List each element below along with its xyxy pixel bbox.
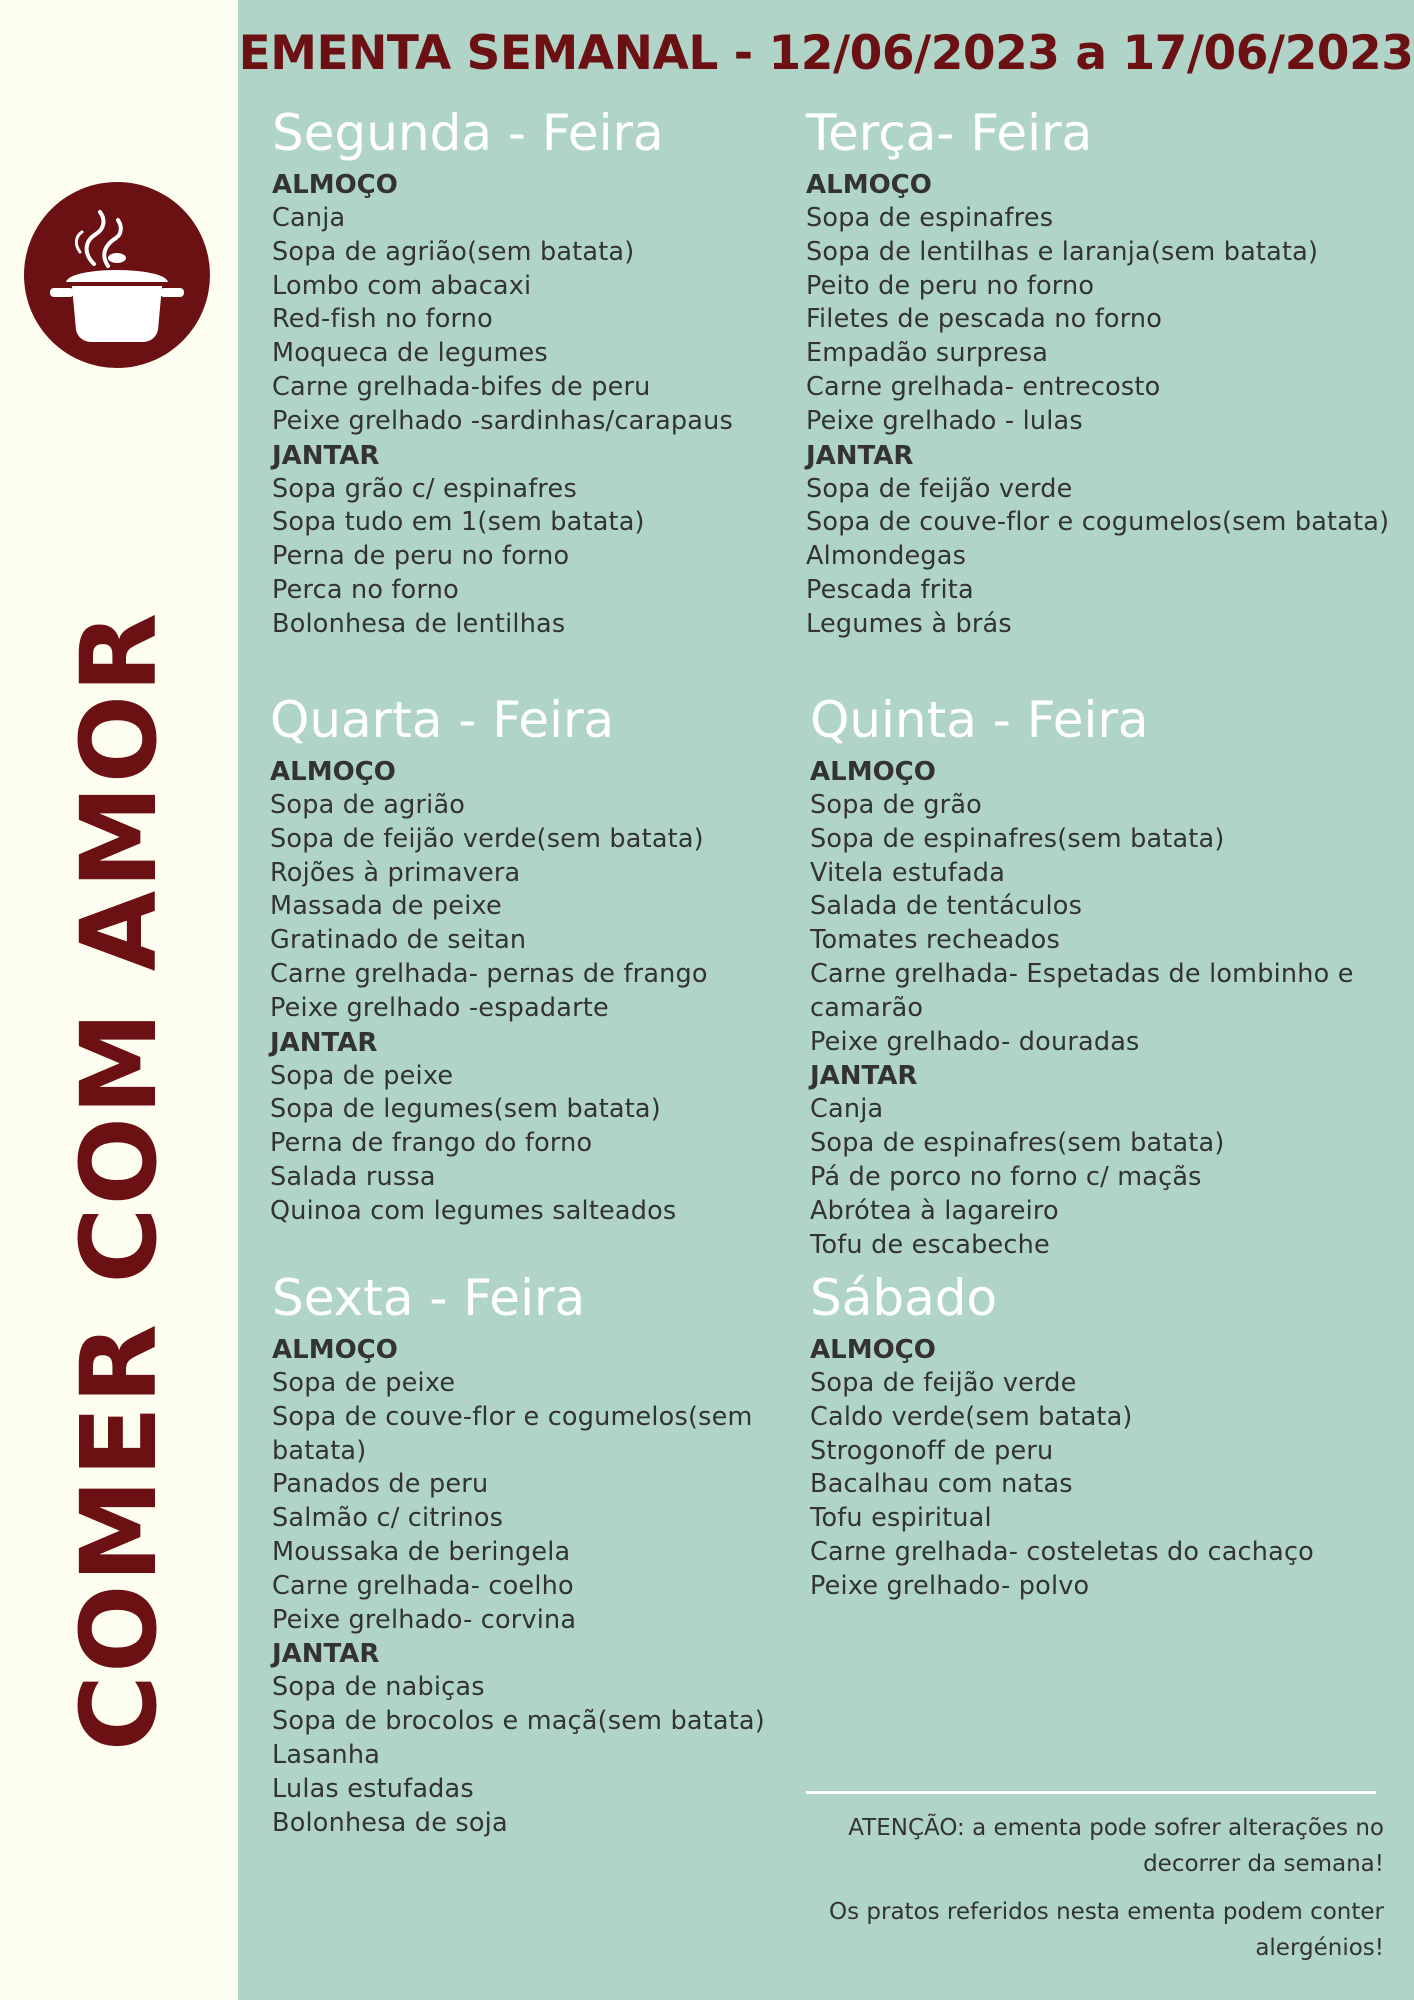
meal-title-jantar: JANTAR bbox=[272, 440, 380, 471]
dish-item: Panados de peru bbox=[272, 1469, 489, 1500]
dish-item: Filetes de pescada no forno bbox=[806, 304, 1163, 335]
dish-item: Sopa de agrião bbox=[270, 790, 466, 820]
dish-item: Red-fish no forno bbox=[272, 304, 493, 335]
dish-item: Sopa tudo em 1(sem batata) bbox=[272, 507, 645, 538]
dish-item: Sopa de couve-flor e cogumelos(sem batata) bbox=[272, 1401, 753, 1466]
dish-item: Bacalhau com natas bbox=[810, 1469, 1073, 1500]
menu-panel bbox=[238, 0, 1414, 2000]
dish-item: Strogonoff de peru bbox=[810, 1435, 1054, 1466]
day-sabado bbox=[810, 1269, 1410, 1604]
dish-item: Tofu de escabeche bbox=[810, 1229, 1050, 1260]
dish-item: Abrótea à lagareiro bbox=[810, 1195, 1059, 1226]
day-heading: Sábado bbox=[810, 1269, 998, 1327]
dish-item: Sopa de legumes(sem batata) bbox=[270, 1094, 661, 1125]
meal-title-almoco: ALMOÇO bbox=[272, 170, 398, 200]
dish-item: Almondegas bbox=[806, 541, 967, 572]
meal-title-almoco: ALMOÇO bbox=[810, 757, 936, 787]
meal-title-jantar: JANTAR bbox=[272, 1639, 380, 1670]
dish-item: Rojões à primavera bbox=[270, 857, 521, 888]
page-title: EMENTA SEMANAL - 12/06/2023 a 17/06/2023 bbox=[238, 26, 1414, 81]
day-heading: Quarta - Feira bbox=[270, 691, 615, 749]
day-heading: Segunda - Feira bbox=[272, 104, 664, 162]
note-allergens: Os pratos referidos nesta ementa podem conter alergénios! bbox=[829, 1899, 1384, 1961]
dish-item: Salmão c/ citrinos bbox=[272, 1503, 504, 1534]
dish-item: Canja bbox=[272, 203, 346, 233]
dish-item: Sopa de couve-flor e cogumelos(sem batata) bbox=[806, 507, 1390, 538]
dish-item: Sopa de espinafres(sem batata) bbox=[810, 823, 1225, 854]
dish-item: Carne grelhada- costeletas do cachaço bbox=[810, 1536, 1314, 1567]
dish-item: Sopa de grão bbox=[810, 790, 982, 820]
dish-item: Perca no forno bbox=[272, 574, 459, 605]
dish-item: Peixe grelhado- corvina bbox=[272, 1604, 577, 1635]
day-segunda bbox=[272, 104, 832, 642]
dish-item: Perna de peru no forno bbox=[272, 541, 570, 572]
dish-item: Carne grelhada- Espetadas de lombinho e camarão bbox=[810, 958, 1354, 1023]
day-heading: Sexta - Feira bbox=[272, 1269, 586, 1327]
dish-item: Moussaka de beringela bbox=[272, 1536, 571, 1567]
dish-item: Legumes à brás bbox=[806, 608, 1012, 639]
dish-item: Sopa de feijão verde(sem batata) bbox=[270, 823, 704, 854]
dish-item: Empadão surpresa bbox=[806, 338, 1049, 369]
day-quinta bbox=[810, 691, 1410, 1262]
dish-item: Sopa de agrião(sem batata) bbox=[272, 236, 635, 267]
day-sexta bbox=[272, 1269, 832, 1840]
dish-item: Peixe grelhado -sardinhas/carapaus bbox=[272, 405, 733, 436]
dish-item: Carne grelhada- entrecosto bbox=[806, 371, 1161, 402]
dish-item: Peixe grelhado- polvo bbox=[810, 1570, 1090, 1601]
note-changes: ATENÇÃO: a ementa pode sofrer alterações no decorrer da semana! bbox=[848, 1815, 1384, 1877]
dish-item: Vitela estufada bbox=[810, 857, 1006, 888]
dish-item: Sopa de nabiças bbox=[272, 1672, 485, 1703]
dish-item: Moqueca de legumes bbox=[272, 338, 548, 369]
day-heading: Terça- Feira bbox=[806, 104, 1093, 162]
dish-item: Caldo verde(sem batata) bbox=[810, 1401, 1133, 1432]
dish-item: Carne grelhada- pernas de frango bbox=[270, 958, 708, 989]
meal-title-jantar: JANTAR bbox=[810, 1061, 918, 1092]
dish-item: Lasanha bbox=[272, 1739, 381, 1770]
dish-item: Carne grelhada-bifes de peru bbox=[272, 371, 651, 402]
dish-item: Quinoa com legumes salteados bbox=[270, 1195, 677, 1226]
meal-title-almoco: ALMOÇO bbox=[806, 170, 932, 200]
meal-title-jantar: JANTAR bbox=[806, 440, 914, 471]
dish-item: Sopa grão c/ espinafres bbox=[272, 473, 577, 504]
dish-item: Sopa de feijão verde bbox=[810, 1368, 1077, 1398]
dish-item: Peixe grelhado- douradas bbox=[810, 1026, 1140, 1057]
meal-title-jantar: JANTAR bbox=[270, 1027, 378, 1058]
dish-item: Lulas estufadas bbox=[272, 1773, 474, 1804]
dish-item: Salada russa bbox=[270, 1161, 436, 1192]
brand-text: COMER COM AMOR bbox=[58, 610, 180, 1752]
dish-item: Peito de peru no forno bbox=[806, 270, 1095, 301]
dish-item: Pescada frita bbox=[806, 574, 974, 605]
dish-item: Sopa de brocolos e maçã(sem batata) bbox=[272, 1706, 765, 1737]
dish-item: Sopa de lentilhas e laranja(sem batata) bbox=[806, 236, 1319, 267]
notes bbox=[798, 1810, 1384, 1978]
dish-item: Gratinado de seitan bbox=[270, 925, 527, 956]
dish-item: Bolonhesa de soja bbox=[272, 1807, 508, 1838]
dish-item: Pá de porco no forno c/ maçãs bbox=[810, 1161, 1202, 1192]
meal-title-almoco: ALMOÇO bbox=[270, 757, 396, 787]
dish-item: Peixe grelhado - lulas bbox=[806, 405, 1083, 436]
dish-item: Tofu espiritual bbox=[810, 1503, 992, 1534]
day-terca bbox=[806, 104, 1406, 642]
dish-item: Tomates recheados bbox=[810, 925, 1060, 956]
meal-title-almoco: ALMOÇO bbox=[272, 1335, 398, 1365]
dish-item: Massada de peixe bbox=[270, 891, 502, 922]
dish-item: Peixe grelhado -espadarte bbox=[270, 992, 609, 1023]
dish-item: Bolonhesa de lentilhas bbox=[272, 608, 566, 639]
dish-item: Salada de tentáculos bbox=[810, 891, 1083, 922]
sidebar bbox=[0, 0, 238, 2000]
dish-item: Sopa de peixe bbox=[272, 1368, 456, 1398]
brand bbox=[0, 0, 238, 2000]
dish-item: Sopa de espinafres bbox=[806, 203, 1054, 233]
dish-item: Sopa de feijão verde bbox=[806, 473, 1073, 504]
dish-item: Canja bbox=[810, 1094, 884, 1125]
dish-item: Lombo com abacaxi bbox=[272, 270, 532, 301]
day-quarta bbox=[270, 691, 830, 1229]
meal-title-almoco: ALMOÇO bbox=[810, 1335, 936, 1365]
day-heading: Quinta - Feira bbox=[810, 691, 1149, 749]
dish-item: Sopa de espinafres(sem batata) bbox=[810, 1128, 1225, 1159]
dish-item: Carne grelhada- coelho bbox=[272, 1570, 574, 1601]
dish-item: Perna de frango do forno bbox=[270, 1128, 593, 1159]
dish-item: Sopa de peixe bbox=[270, 1060, 454, 1091]
divider bbox=[806, 1791, 1376, 1794]
